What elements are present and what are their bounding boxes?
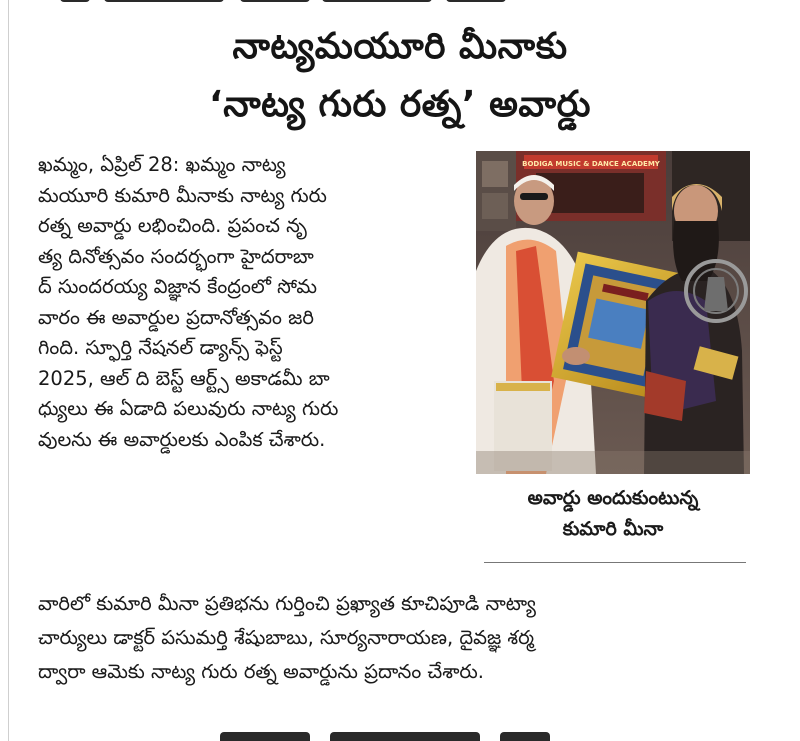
article-column-text bbox=[38, 150, 468, 455]
article-line: వారిలో కుమారి మీనా ప్రతిభను గుర్తించి ప్రఖ్యాత కూచిపూడి నాట్యా bbox=[38, 592, 536, 615]
article-line: ద్ సుందరయ్య విజ్ఞాన కేంద్రంలో సోమ bbox=[38, 275, 318, 298]
banner-text: BODIGA MUSIC & DANCE ACADEMY bbox=[522, 160, 660, 168]
next-article-cut-text bbox=[200, 730, 560, 741]
previous-article-cut-text bbox=[60, 0, 520, 8]
article-line: రత్న అవార్డు లభించింది. ప్రపంచ నృ bbox=[38, 214, 307, 237]
article-line: మయూరి కుమారి మీనాకు నాట్య గురు bbox=[38, 183, 327, 207]
article-line: వారం ఈ అవార్డుల ప్రదానోత్సవం జరి bbox=[38, 305, 314, 329]
article-line: త్య దినోత్సవం సందర్భంగా హైదరాబా bbox=[38, 244, 314, 268]
headline-line-2: ‘నాట్య గురు రత్న’ అవార్డు bbox=[209, 84, 591, 125]
article-line: ద్వారా ఆమెకు నాట్య గురు రత్న అవార్డును ప్రదానం చేశారు. bbox=[38, 660, 484, 683]
headline-line-1: నాట్యమయూరి మీనాకు bbox=[232, 26, 568, 67]
article-line: గింది. స్ఫూర్తి నేషనల్ డ్యాన్స్ ఫెస్ట్ bbox=[38, 336, 283, 359]
article-line: వులను ఈ అవార్డులకు ఎంపిక చేశారు. bbox=[38, 427, 326, 451]
article-line: 2025, ఆల్ ది బెస్ట్ ఆర్ట్స్ అకాడమీ బా bbox=[38, 366, 330, 390]
article-line: ధ్యులు ఈ ఏడాది పలువురు నాట్య గురు bbox=[38, 397, 339, 420]
article-line: చార్యులు డాక్టర్ పసుమర్తి శేషుబాబు, సూర్యనారాయణ, దైవజ్ఞ శర్మ bbox=[38, 626, 535, 649]
article-line: ఖమ్మం, ఏప్రిల్ 28: ఖమ్మం నాట్య bbox=[38, 153, 286, 176]
caption-divider bbox=[484, 562, 746, 563]
caption-line-1: అవార్డు అందుకుంటున్న bbox=[527, 487, 699, 509]
article-full-width-text bbox=[38, 587, 768, 689]
caption-line-2: కుమారి మీనా bbox=[562, 518, 664, 540]
award-photo bbox=[476, 151, 750, 474]
photo-caption bbox=[476, 483, 750, 545]
